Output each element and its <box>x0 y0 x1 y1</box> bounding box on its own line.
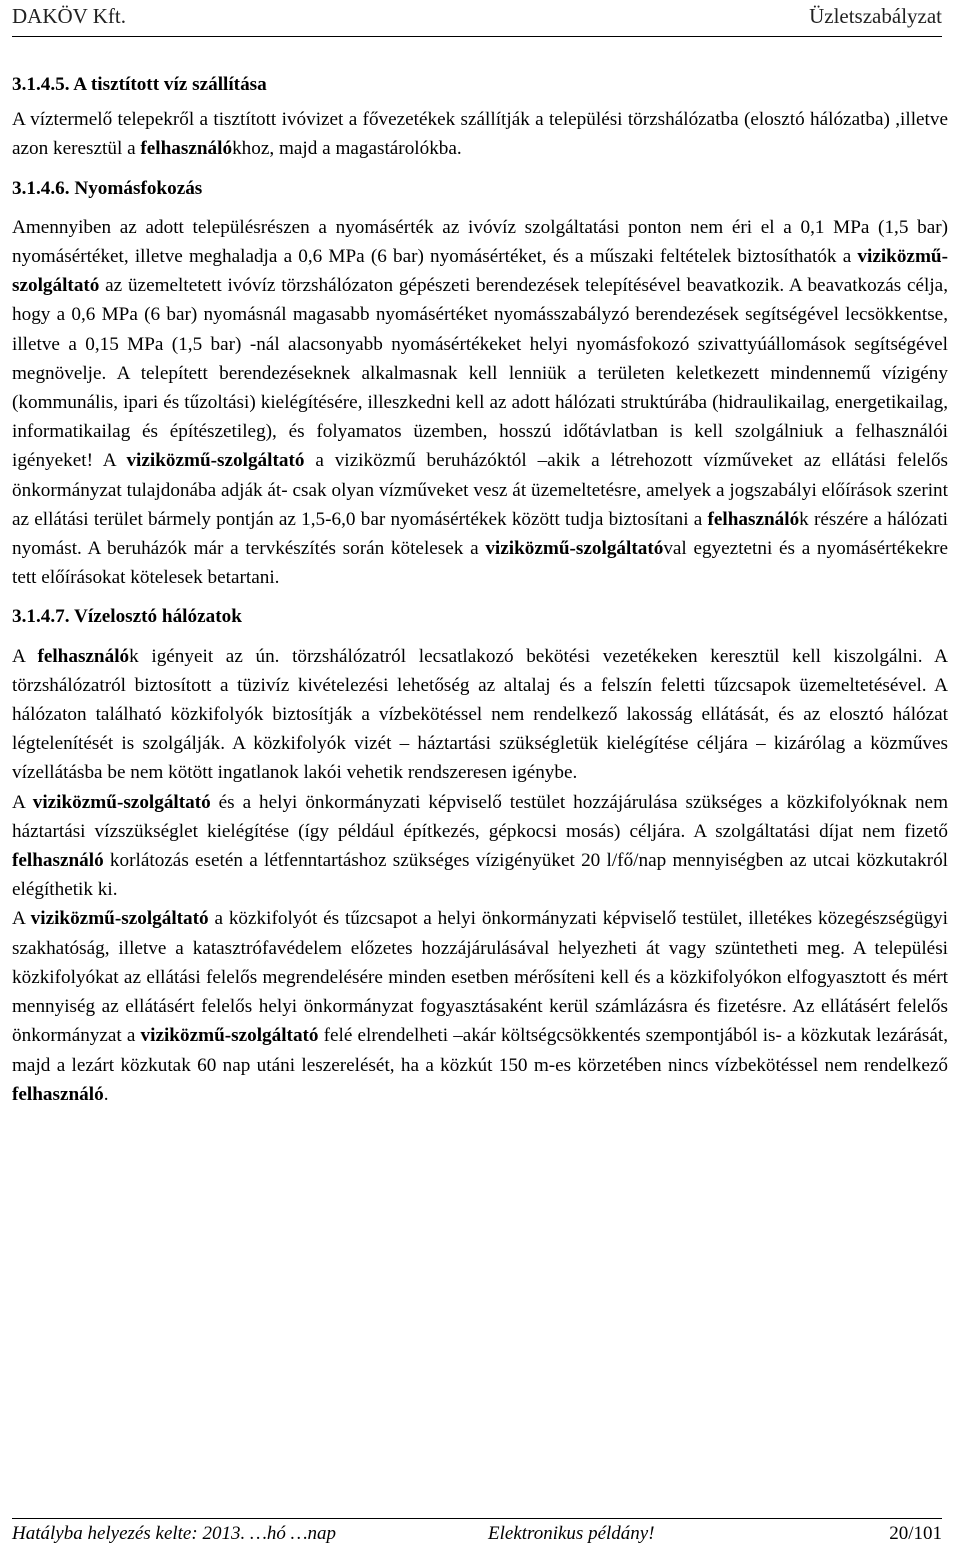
term-szolgaltato: viziközmű-szolgáltató <box>140 1025 319 1047</box>
document-title: Üzletszabályzat <box>809 4 942 28</box>
paragraph-transport: A víztermelő telepekről a tisztított ivóvizet a fővezetékek szállítják a települési törzshálózatba (elosztó hálózatba) ,illetve azon keresztül a felhasználókhoz, majd a magastárolókba. <box>12 109 948 160</box>
term-szolgaltato: viziközmű-szolgáltató <box>126 450 305 472</box>
section-heading-3-1-4-5: 3.1.4.5. A tisztított víz szállítása <box>12 74 267 95</box>
electronic-copy-note: Elektronikus példány! <box>488 1523 655 1544</box>
section-heading-3-1-4-7: 3.1.4.7. Vízelosztó hálózatok <box>12 606 242 628</box>
page-number: 20/101 <box>889 1523 942 1544</box>
term-szolgaltato: viziközmű-szolgáltató <box>12 246 948 297</box>
term-felhasznalo: felhasználó <box>707 508 800 530</box>
term-szolgaltato: viziközmű-szolgáltató <box>32 791 211 813</box>
paragraph-pressure: Amennyiben az adott településrészen a nyomásérték az ivóvíz szolgáltatási ponton nem éri el a 0,1 MPa (1,5 bar) nyomásértéket, illetve meghaladja a 0,6 MPa (6 bar) nyomásértéket, és a műszaki feltételek biztosíthatók a viziközmű-szolgáltató az üzemeltetett ivóvíz törzshálózaton gépészeti berendezések telepítésével beavatkozik. A beavatkozás célja, hogy a 0,6 MPa (6 bar) nyomásnál magasabb nyomásértéket nyomásszabályzó berendezések segítségével lecsökkentse, illetve a 0,15 MPa (1,5 bar) -nál alacsonyabb nyomásértékeket helyi nyomásfokozó szivattyúállomások segítségével megnövelje. A telepített berendezéseknek alkalmasnak kell lenniük a területen keletkezett mindennemű vízigény (kommunális, ipari és tűzoltási) kielégítésére, illeszkedni kell az adott hálózati struktúrába (hidraulikailag, energetikailag, informatikailag és építészetileg), és folyamatos üzemben, hosszú időtávlatban is kell szolgálniuk a felhasználói igényeket! A viziközmű-szolgáltató a viziközmű beruházóktól –akik a létrehozott vízműveket az ellátási felelős önkormányzat tulajdonába adják át- csak olyan vízműveket vesz át üzemeltetésre, amelyek a jogszabályi előírások szerint az ellátási terület bármely pontján az 1,5-6,0 bar nyomásértékek között tudja biztosítani a felhasználók részére a hálózati nyomást. A beruházók már a tervkészítés során kötelesek a viziközmű-szolgáltatóval egyeztetni és a nyomásértékekre tett előírásokat kötelesek betartani. <box>12 216 949 589</box>
paragraph-network-3: A viziközmű-szolgáltató a közkifolyót és tűzcsapot a helyi önkormányzati képviselő testület, illetékes közegészségügyi szakhatóság, illetve a katasztrófavédelem előzetes hozzájárulásával helyezheti át vagy szüntetheti meg. A települési közkifolyókat az ellátási felelős megrendelésére minden esetben mérősíteni kell és a közkifolyókon elfogyasztott és mért mennyiség az ellátásért felelős helyi önkormányzat fogyasztásaként kerül számlázásra és fizetésre. Az ellátásért felelős önkormányzat a viziközmű-szolgáltató felé elrendelheti –akár költségcsökkentés szempontjából is- a közkutak lezárását, majd a lezárt közkutak 60 nap utáni leszerelését, ha a közkút 150 m-es körzetében nincs vízbekötéssel nem rendelkező felhasználó. <box>12 908 949 1105</box>
page-header <box>12 2 942 37</box>
company-name: DAKÖV Kft. <box>12 4 126 28</box>
paragraph-network-2: A viziközmű-szolgáltató és a helyi önkormányzati képviselő testület hozzájárulása szükséges a közkifolyóknak nem háztartási vízszükséglet kielégítése (így például építkezés, gépkocsi mosás) céljára. A szolgáltatási díjat nem fizető felhasználó korlátozás esetén a létfenntartáshoz szükséges vízigényüket 20 l/fő/nap mennyiségben az utcai közkutakról elégíthetik ki. <box>12 791 948 901</box>
page-footer <box>12 1518 942 1553</box>
term-felhasznalo: felhasználó <box>12 1083 104 1105</box>
term-szolgaltato: viziközmű-szolgáltató <box>30 908 209 930</box>
term-felhasznalo: felhasználó <box>37 645 130 667</box>
page-content <box>12 70 948 1109</box>
term-felhasznalo: felhasználó <box>12 850 104 872</box>
paragraph-network-1: A felhasználók igényeit az ún. törzshálózatról lecsatlakozó bekötési vezetékeken keresztül kell kiszolgálni. A törzshálózatról biztosított a tüzivíz kivételezési lehetőség az altalaj és a felszín feletti tűzcsapok üzemeltetésével. A hálózaton található közkifolyók biztosítják a vízbekötéssel nem rendelkező lakosság ellátását, és az elosztó hálózat légtelenítését is szolgálják. A közkifolyók vizét – háztartási szükségletük kielégítése céljára – kizárólag a közműves vízellátásba be nem kötött ingatlanok lakói vehetik rendszeresen igénybe. <box>12 645 948 784</box>
term-felhasznalo: felhasználó <box>140 138 233 160</box>
effective-date: Hatályba helyezés kelte: 2013. …hó …nap <box>12 1523 336 1544</box>
term-szolgaltato: viziközmű-szolgáltató <box>485 538 664 560</box>
section-heading-3-1-4-6: 3.1.4.6. Nyomásfokozás <box>12 177 203 199</box>
